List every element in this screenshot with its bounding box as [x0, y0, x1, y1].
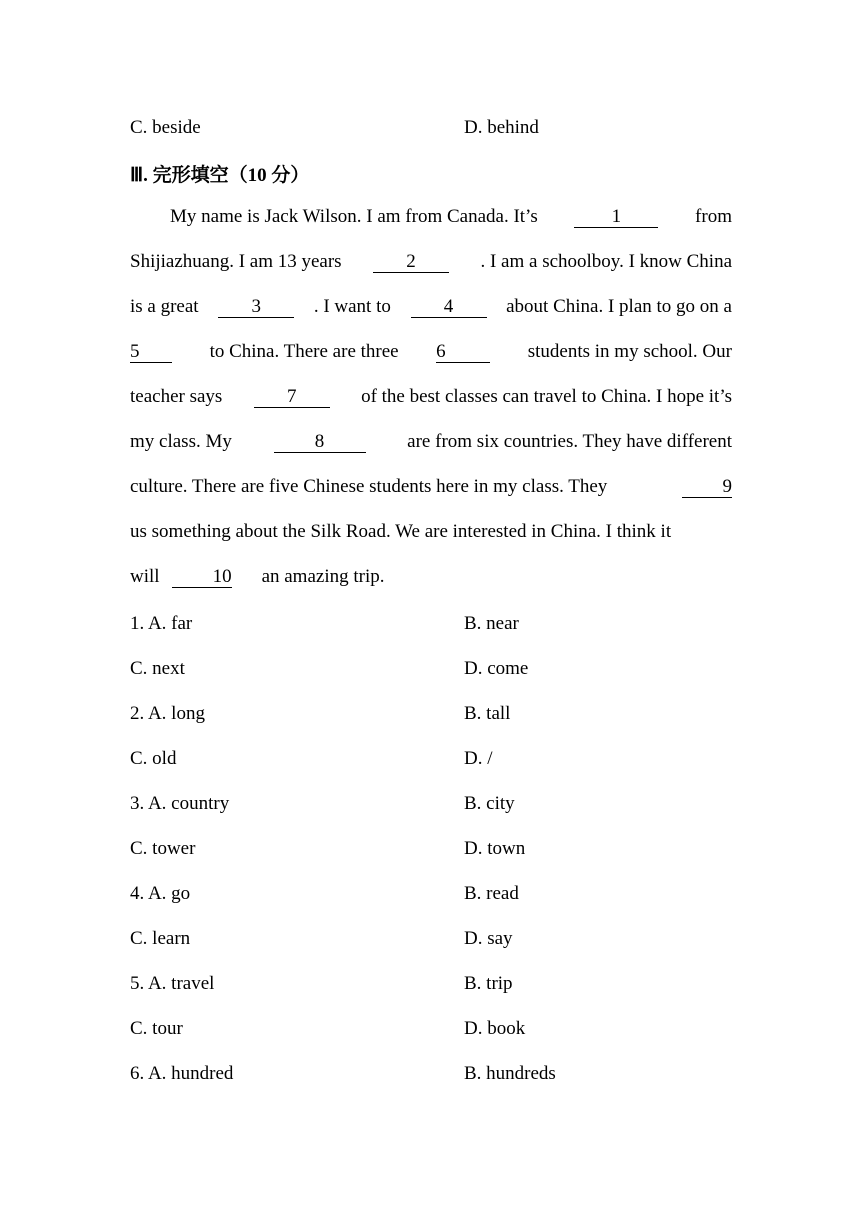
option-c: C. tour	[130, 1018, 183, 1039]
question-row	[130, 928, 732, 958]
question-row	[130, 793, 732, 823]
option-a: 2. A. long	[130, 703, 205, 724]
option-c: C. tower	[130, 838, 196, 859]
blank-8: 8	[274, 432, 366, 453]
passage-line: My name is Jack Wilson. I am from Canada. It’s 1 from	[170, 206, 732, 227]
blank-5: 5	[130, 342, 172, 363]
question-row	[130, 703, 732, 733]
option-c: C. old	[130, 748, 177, 769]
question-row	[130, 613, 732, 643]
question-row	[130, 1063, 732, 1093]
option-b: B. near	[464, 613, 519, 634]
blank-1: 1	[574, 207, 658, 228]
option-d: D. town	[464, 838, 526, 859]
option-b: B. read	[464, 883, 519, 904]
option-b: B. hundreds	[464, 1063, 556, 1084]
section-numeral: Ⅲ.	[130, 165, 148, 186]
blank-7: 7	[254, 387, 330, 408]
section-heading	[130, 160, 309, 187]
option-b: B. trip	[464, 973, 513, 994]
blank-9: 9	[682, 477, 732, 498]
option-a: 1. A. far	[130, 613, 193, 634]
section-title: 完形填空（10 分）	[152, 165, 310, 186]
blank-3: 3	[218, 297, 294, 318]
passage-line: culture. There are five Chinese students here in my class. They 9	[130, 476, 732, 497]
blank-4: 4	[411, 297, 487, 318]
question-row	[130, 838, 732, 868]
question-row	[130, 1018, 732, 1048]
passage-line: my class. My 8 are from six countries. They have different	[130, 431, 732, 452]
option-row	[130, 117, 732, 147]
option-a: 5. A. travel	[130, 973, 215, 994]
option-a: 3. A. country	[130, 793, 230, 814]
passage-line: is a great 3 . I want to 4 about China. I plan to go on a	[130, 296, 732, 317]
question-row	[130, 973, 732, 1003]
option-c: C. beside	[130, 117, 201, 138]
option-d: D. book	[464, 1018, 526, 1039]
passage-line: 5 to China. There are three 6 students in my school. Our	[130, 341, 732, 362]
question-row	[130, 748, 732, 778]
option-d: D. /	[464, 748, 493, 769]
passage-line: teacher says 7 of the best classes can travel to China. I hope it’s	[130, 386, 732, 407]
option-a: 4. A. go	[130, 883, 191, 904]
passage-line: us something about the Silk Road. We are interested in China. I think it	[130, 521, 672, 542]
option-b: B. city	[464, 793, 515, 814]
option-d: D. say	[464, 928, 513, 949]
blank-6: 6	[436, 342, 490, 363]
blank-2: 2	[373, 252, 449, 273]
passage-line: will 10 an amazing trip.	[130, 566, 385, 587]
question-row	[130, 658, 732, 688]
option-c: C. learn	[130, 928, 191, 949]
question-row	[130, 883, 732, 913]
blank-10: 10	[172, 567, 232, 588]
option-a: 6. A. hundred	[130, 1063, 234, 1084]
option-c: C. next	[130, 658, 185, 679]
option-d: D. come	[464, 658, 529, 679]
passage-line: Shijiazhuang. I am 13 years 2 . I am a schoolboy. I know China	[130, 251, 732, 272]
option-d: D. behind	[464, 117, 539, 138]
option-b: B. tall	[464, 703, 511, 724]
